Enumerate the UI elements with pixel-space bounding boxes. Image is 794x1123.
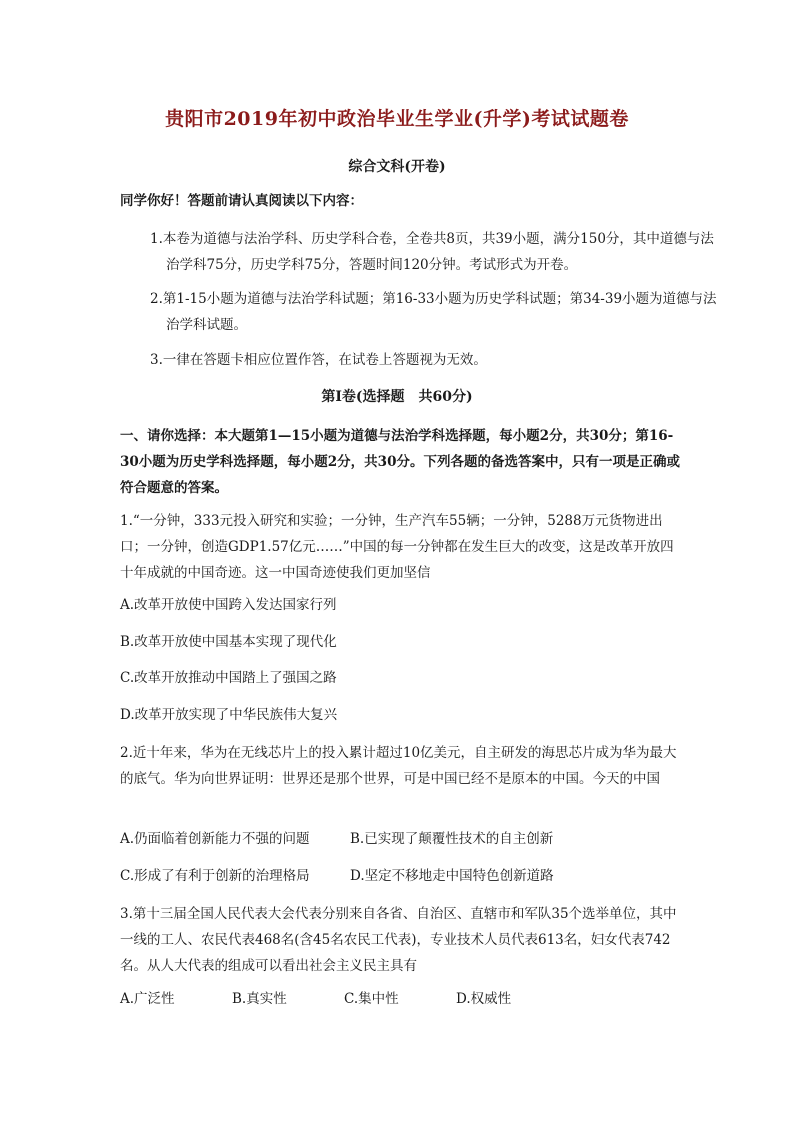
question-2-option-d: D.坚定不移地走中国特色创新道路 (350, 868, 554, 884)
question-3-option-c: C.集中性 (344, 991, 399, 1007)
instruction-3: 3.一律在答题卡相应位置作答，在试卷上答题视为无效。 (150, 352, 487, 368)
question-2-stem: 2.近十年来，华为在无线芯片上的投入累计超过10亿美元，自主研发的海思芯片成为华为最大的底气。华为向世界证明：世界还是那个世界，可是中国已经不是原本的中国。今天的中国 (120, 745, 677, 787)
question-1-option-d: D.改革开放实现了中华民族伟大复兴 (120, 707, 338, 723)
question-2-option-b: B.已实现了颠覆性技术的自主创新 (350, 831, 554, 847)
exam-subtitle: 综合文科(开卷) (348, 159, 446, 175)
question-2-options-row-1 (120, 826, 680, 852)
question-1-option-a: A.改革开放使中国跨入发达国家行列 (120, 597, 337, 613)
question-3-stem: 3.第十三届全国人民代表大会代表分别来自各省、自治区、直辖市和军队35个选举单位，其中一线的工人、农民代表468名(含45名农民工代表)，专业技术人员代表613名，妇女代表742名。从人大代表的组成可以看出社会主义民主具有 (120, 906, 677, 974)
part-heading: 第Ⅰ卷(选择题 共60分) (321, 389, 473, 405)
question-3-option-a: A.广泛性 (120, 991, 175, 1007)
section-intro: 一、请你选择：本大题第1—15小题为道德与法治学科选择题，每小题2分，共30分；第16-30小题为历史学科选择题，每小题2分，共30分。下列各题的备选答案中，只有一项是正确或符合题意的答案。 (120, 428, 680, 496)
question-1-option-c: C.改革开放推动中国踏上了强国之路 (120, 670, 337, 686)
question-3-option-b: B.真实性 (232, 991, 287, 1007)
question-2-options-row-2 (120, 863, 680, 889)
question-1-stem: 1.“一分钟，333元投入研究和实验；一分钟，生产汽车55辆；一分钟，5288万元货物进出口；一分钟，创造GDP1.57亿元……”中国的每一分钟都在发生巨大的改变，这是改革开放四十年成就的中国奇迹。这一中国奇迹使我们更加坚信 (120, 513, 674, 581)
question-2-option-c: C.形成了有利于创新的治理格局 (120, 868, 310, 884)
question-3-option-d: D.权威性 (456, 991, 512, 1007)
instruction-1: 1.本卷为道德与法治学科、历史学科合卷，全卷共8页，共39小题，满分150分，其中道德与法治学科75分，历史学科75分，答题时间120分钟。考试形式为开卷。 (150, 231, 714, 273)
question-2-option-a: A.仍面临着创新能力不强的问题 (120, 831, 310, 847)
exam-title: 贵阳市2019年初中政治毕业生学业(升学)考试试题卷 (165, 108, 629, 130)
question-1-option-b: B.改革开放使中国基本实现了现代化 (120, 634, 337, 650)
question-3-options-row (120, 986, 680, 1012)
greeting: 同学你好！答题前请认真阅读以下内容： (120, 193, 363, 209)
instruction-2: 2.第1-15小题为道德与法治学科试题；第16-33小题为历史学科试题；第34-39小题为道德与法治学科试题。 (150, 291, 717, 333)
